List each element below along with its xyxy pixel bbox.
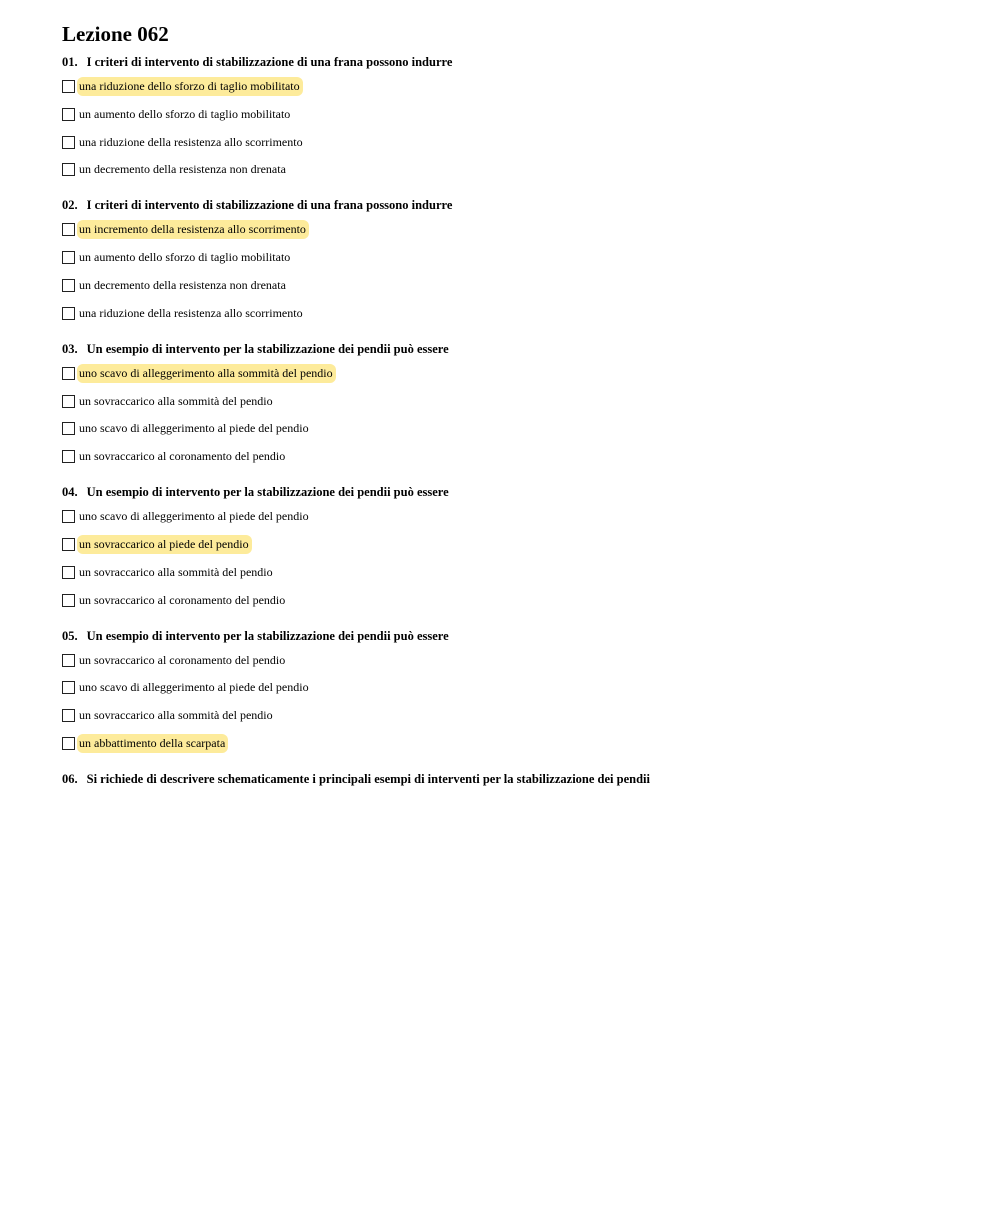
answer-option[interactable] (62, 590, 962, 611)
question-number: 03. (62, 341, 78, 356)
answer-label: una riduzione della resistenza allo scorrimento (79, 134, 303, 149)
checkbox[interactable] (62, 450, 75, 463)
answer-option[interactable] (62, 506, 962, 527)
checkbox[interactable] (62, 709, 75, 722)
answer-option[interactable] (62, 104, 962, 125)
question-number: 06. (62, 771, 78, 786)
question-block (62, 54, 962, 180)
answer-option[interactable] (62, 562, 962, 583)
answer-label: una riduzione della resistenza allo scorrimento (79, 305, 303, 320)
answer-label: un sovraccarico alla sommità del pendio (79, 564, 273, 579)
question-heading (62, 341, 962, 357)
answer-label: un decremento della resistenza non drenata (79, 162, 286, 177)
answer-label: un sovraccarico alla sommità del pendio (79, 708, 273, 723)
question-heading (62, 54, 962, 70)
checkbox[interactable] (62, 395, 75, 408)
highlighted-answer-label: uno scavo di alleggerimento alla sommità del pendio (77, 364, 336, 383)
answer-option[interactable] (62, 275, 962, 296)
question-heading (62, 771, 962, 787)
answer-option[interactable] (62, 733, 962, 754)
highlighted-answer-label: un incremento della resistenza allo scorrimento (77, 220, 309, 239)
question-block (62, 771, 962, 787)
checkbox[interactable] (62, 737, 75, 750)
answer-option[interactable] (62, 219, 962, 240)
checkbox[interactable] (62, 594, 75, 607)
answer-label: un sovraccarico al coronamento del pendio (79, 449, 286, 464)
lesson-title: Lezione 062 (62, 22, 169, 46)
question-number: 04. (62, 485, 78, 500)
question-text: Un esempio di intervento per la stabilizzazione dei pendii può essere (86, 485, 449, 500)
answer-label: un sovraccarico al coronamento del pendio (79, 592, 286, 607)
question-block (62, 341, 962, 467)
question-block (62, 628, 962, 754)
question-heading (62, 197, 962, 213)
answer-label: un decremento della resistenza non drenata (79, 277, 286, 292)
answer-option[interactable] (62, 159, 962, 180)
question-block (62, 484, 962, 610)
question-text: Un esempio di intervento per la stabilizzazione dei pendii può essere (86, 341, 449, 356)
checkbox[interactable] (62, 251, 75, 264)
answer-option[interactable] (62, 132, 962, 153)
answer-option[interactable] (62, 247, 962, 268)
answer-label: uno scavo di alleggerimento al piede del pendio (79, 421, 309, 436)
question-heading (62, 484, 962, 500)
answer-label: uno scavo di alleggerimento al piede del pendio (79, 509, 309, 524)
question-text: Un esempio di intervento per la stabilizzazione dei pendii può essere (86, 628, 449, 643)
answer-option[interactable] (62, 677, 962, 698)
question-number: 02. (62, 198, 78, 213)
checkbox[interactable] (62, 279, 75, 292)
checkbox[interactable] (62, 223, 75, 236)
answer-label: un sovraccarico alla sommità del pendio (79, 393, 273, 408)
answer-option[interactable] (62, 534, 962, 555)
checkbox[interactable] (62, 108, 75, 121)
question-list (62, 54, 962, 787)
checkbox[interactable] (62, 80, 75, 93)
answer-option[interactable] (62, 418, 962, 439)
question-text: Si richiede di descrivere schematicamente i principali esempi di interventi per la stabilizzazione dei pendii (86, 771, 650, 786)
answer-option[interactable] (62, 446, 962, 467)
checkbox[interactable] (62, 538, 75, 551)
answer-option[interactable] (62, 705, 962, 726)
answer-label: un aumento dello sforzo di taglio mobilitato (79, 106, 291, 121)
answer-option[interactable] (62, 303, 962, 324)
checkbox[interactable] (62, 307, 75, 320)
answer-option[interactable] (62, 76, 962, 97)
answer-option[interactable] (62, 391, 962, 412)
checkbox[interactable] (62, 136, 75, 149)
answer-label: uno scavo di alleggerimento al piede del pendio (79, 680, 309, 695)
checkbox[interactable] (62, 367, 75, 380)
question-text: I criteri di intervento di stabilizzazione di una frana possono indurre (86, 55, 453, 69)
checkbox[interactable] (62, 566, 75, 579)
checkbox[interactable] (62, 163, 75, 176)
highlighted-answer-label: un sovraccarico al piede del pendio (77, 535, 252, 554)
answer-option[interactable] (62, 650, 962, 671)
question-number: 01. (62, 55, 78, 69)
answer-label: un sovraccarico al coronamento del pendio (79, 652, 286, 667)
question-block (62, 197, 962, 323)
answer-option[interactable] (62, 363, 962, 384)
question-heading (62, 628, 962, 644)
answer-label: un aumento dello sforzo di taglio mobilitato (79, 250, 291, 265)
highlighted-answer-label: una riduzione dello sforzo di taglio mobilitato (77, 77, 303, 96)
checkbox[interactable] (62, 681, 75, 694)
checkbox[interactable] (62, 510, 75, 523)
checkbox[interactable] (62, 422, 75, 435)
highlighted-answer-label: un abbattimento della scarpata (77, 734, 228, 753)
document-page (62, 22, 962, 804)
question-text: I criteri di intervento di stabilizzazione di una frana possono indurre (86, 198, 453, 213)
question-number: 05. (62, 628, 78, 643)
checkbox[interactable] (62, 654, 75, 667)
